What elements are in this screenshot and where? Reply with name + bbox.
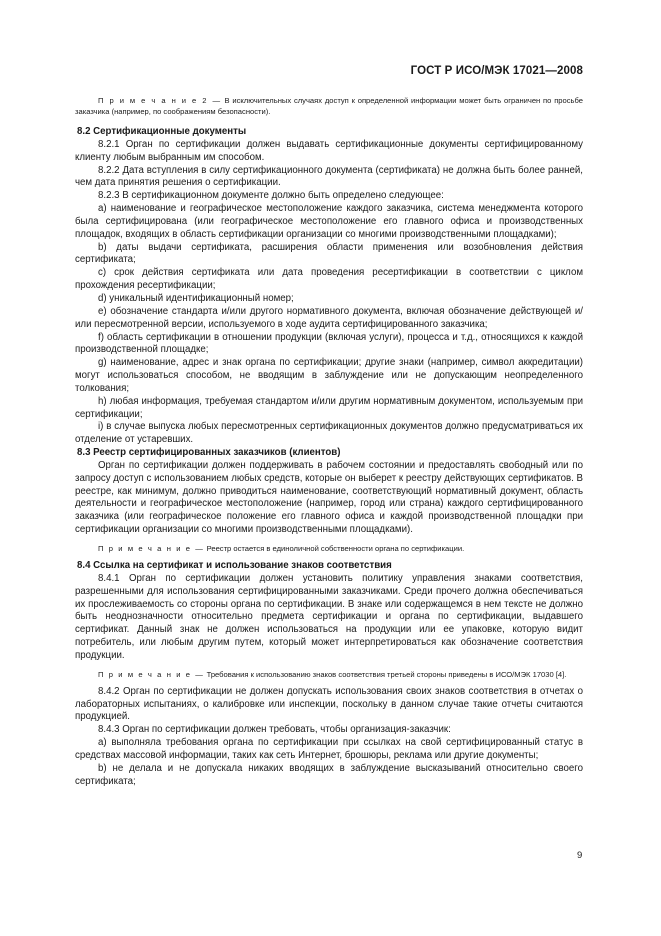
note-2 [75, 95, 583, 117]
list-item-g: g) наименование, адрес и знак органа по сертификации; другие знаки (например, символ аккредитации) могут использоваться способом, не вводящим в заблуждение или не допускающим неопределенного толкования; [75, 357, 583, 394]
paragraph-8-4-3: 8.4.3 Орган по сертификации должен требовать, чтобы организация-заказчик: [98, 724, 451, 736]
section-8-3-heading: 8.3 Реестр сертифицированных заказчиков (клиентов) [77, 447, 341, 459]
note-8-4 [75, 669, 583, 680]
list-item-e: е) обозначение стандарта и/или другого нормативного документа, включая обозначение действующей и/или пересмотренной версии, используемого в ходе аудита сертифицированного заказчика; [75, 305, 583, 330]
paragraph-8-4-2: 8.4.2 Орган по сертификации не должен допускать использования своих знаков соответствия в отчетах о лабораторных испытаниях, о калибровке или инспекции, поскольку в данном случае такие отчеты считаются продукцией. [75, 685, 583, 723]
list-item-f: f) область сертификации в отношении продукции (включая услуги), процесса и т.д., относящихся к каждой производственной площадке; [75, 331, 583, 356]
paragraph-8-4-1: 8.4.1 Орган по сертификации должен установить политику управления знаками соответствия, разрешенными для использования сертифицированными заказчиками. Среди прочего должна обеспечиваться их прослеживаемость со стороны органа по сертификации. В знаке или содержащемся в нем тексте не должно быть неоднозначности относительно предмета сертификации и органа по сертификации, выдавшего сертификат. Данный знак не должен использоваться на продукции или ее упаковке, которую видит потребитель, или любым другим путем, который может интерпретироваться как обозначение соответствия продукции. [75, 572, 583, 661]
note-8-3 [75, 543, 583, 554]
paragraph-8-2-3: 8.2.3 В сертификационном документе должно быть определено следующее: [98, 190, 444, 202]
list-item-i: i) в случае выпуска любых пересмотренных сертификационных документов должно предусматриваться их отделение от устаревших. [75, 421, 583, 446]
list-item-b: b) не делала и не допускала никаких вводящих в заблуждение высказываний относительно своего сертификата; [75, 762, 583, 787]
list-item-h: h) любая информация, требуемая стандартом и/или другим нормативным документом, используемым при сертификации; [75, 395, 583, 420]
section-8-2-heading: 8.2 Сертификационные документы [77, 126, 247, 137]
paragraph-8-2-2: 8.2.2 Дата вступления в силу сертификационного документа (сертификата) не должна быть более ранней, чем дата принятия решения о сертификации. [75, 164, 583, 189]
document-header: ГОСТ Р ИСО/МЭК 17021—2008 [410, 65, 583, 77]
list-item-a: а) наименование и географическое местоположение каждого заказчика, система менеджмента которого была сертифицирована (или географическое местоположение его главного офиса и производственных площадок, входящих в область сертификации организации со многими производственными площадками); [75, 203, 583, 240]
list-item-a: а) выполняла требования органа по сертификации при ссылках на свой сертифицированный статус в средствах массовой информации, таких как сеть Интернет, брошюры, реклама или другие документы; [75, 737, 583, 761]
page-number: 9 [577, 850, 583, 861]
document-body [75, 95, 583, 789]
list-item-d: d) уникальный идентификационный номер; [98, 292, 294, 304]
paragraph-8-3: Орган по сертификации должен поддерживать в рабочем состоянии и предоставлять свободный или по запросу доступ с использованием любых средств, которые он выберет к реестру действующих сертификатов. В реестре, как минимум, должно приводиться наименование, соответствующий нормативный документ, область деятельности и географическое местоположение (например, город или страна) каждого сертифицированного заказчика (или географическое положение его главного офиса и каждой производственной площадки при сертификации организации со многими производственными площадками). [75, 459, 583, 536]
note-label: П р и м е ч а н и е 2 — [98, 96, 222, 105]
section-8-4-heading: 8.4 Ссылка на сертификат и использование знаков соответствия [77, 560, 392, 571]
note-text: В исключительных случаях доступ к определенной информации может быть ограничен по просьбе заказчика (например, по соображениям безопасности). [75, 96, 583, 116]
list-item-b: b) даты выдачи сертификата, расширения области применения или возобновления действия сертификата; [75, 241, 583, 266]
note-label: П р и м е ч а н и е — [98, 544, 205, 553]
note-text: Реестр остается в единоличной собственности органа по сертификации. [204, 544, 465, 553]
note-label: П р и м е ч а н и е — [98, 669, 205, 679]
list-item-c: с) срок действия сертификата или дата проведения ресертификации в соответствии с циклом прохождения ресертификации; [75, 267, 583, 292]
paragraph-8-2-1: 8.2.1 Орган по сертификации должен выдавать сертификационные документы сертифицированному клиенту любым выбранным им способом. [75, 138, 583, 163]
note-text: Требования к использованию знаков соответствия третьей стороны приведены в ИСО/МЭК 17030 [4]. [204, 669, 567, 679]
